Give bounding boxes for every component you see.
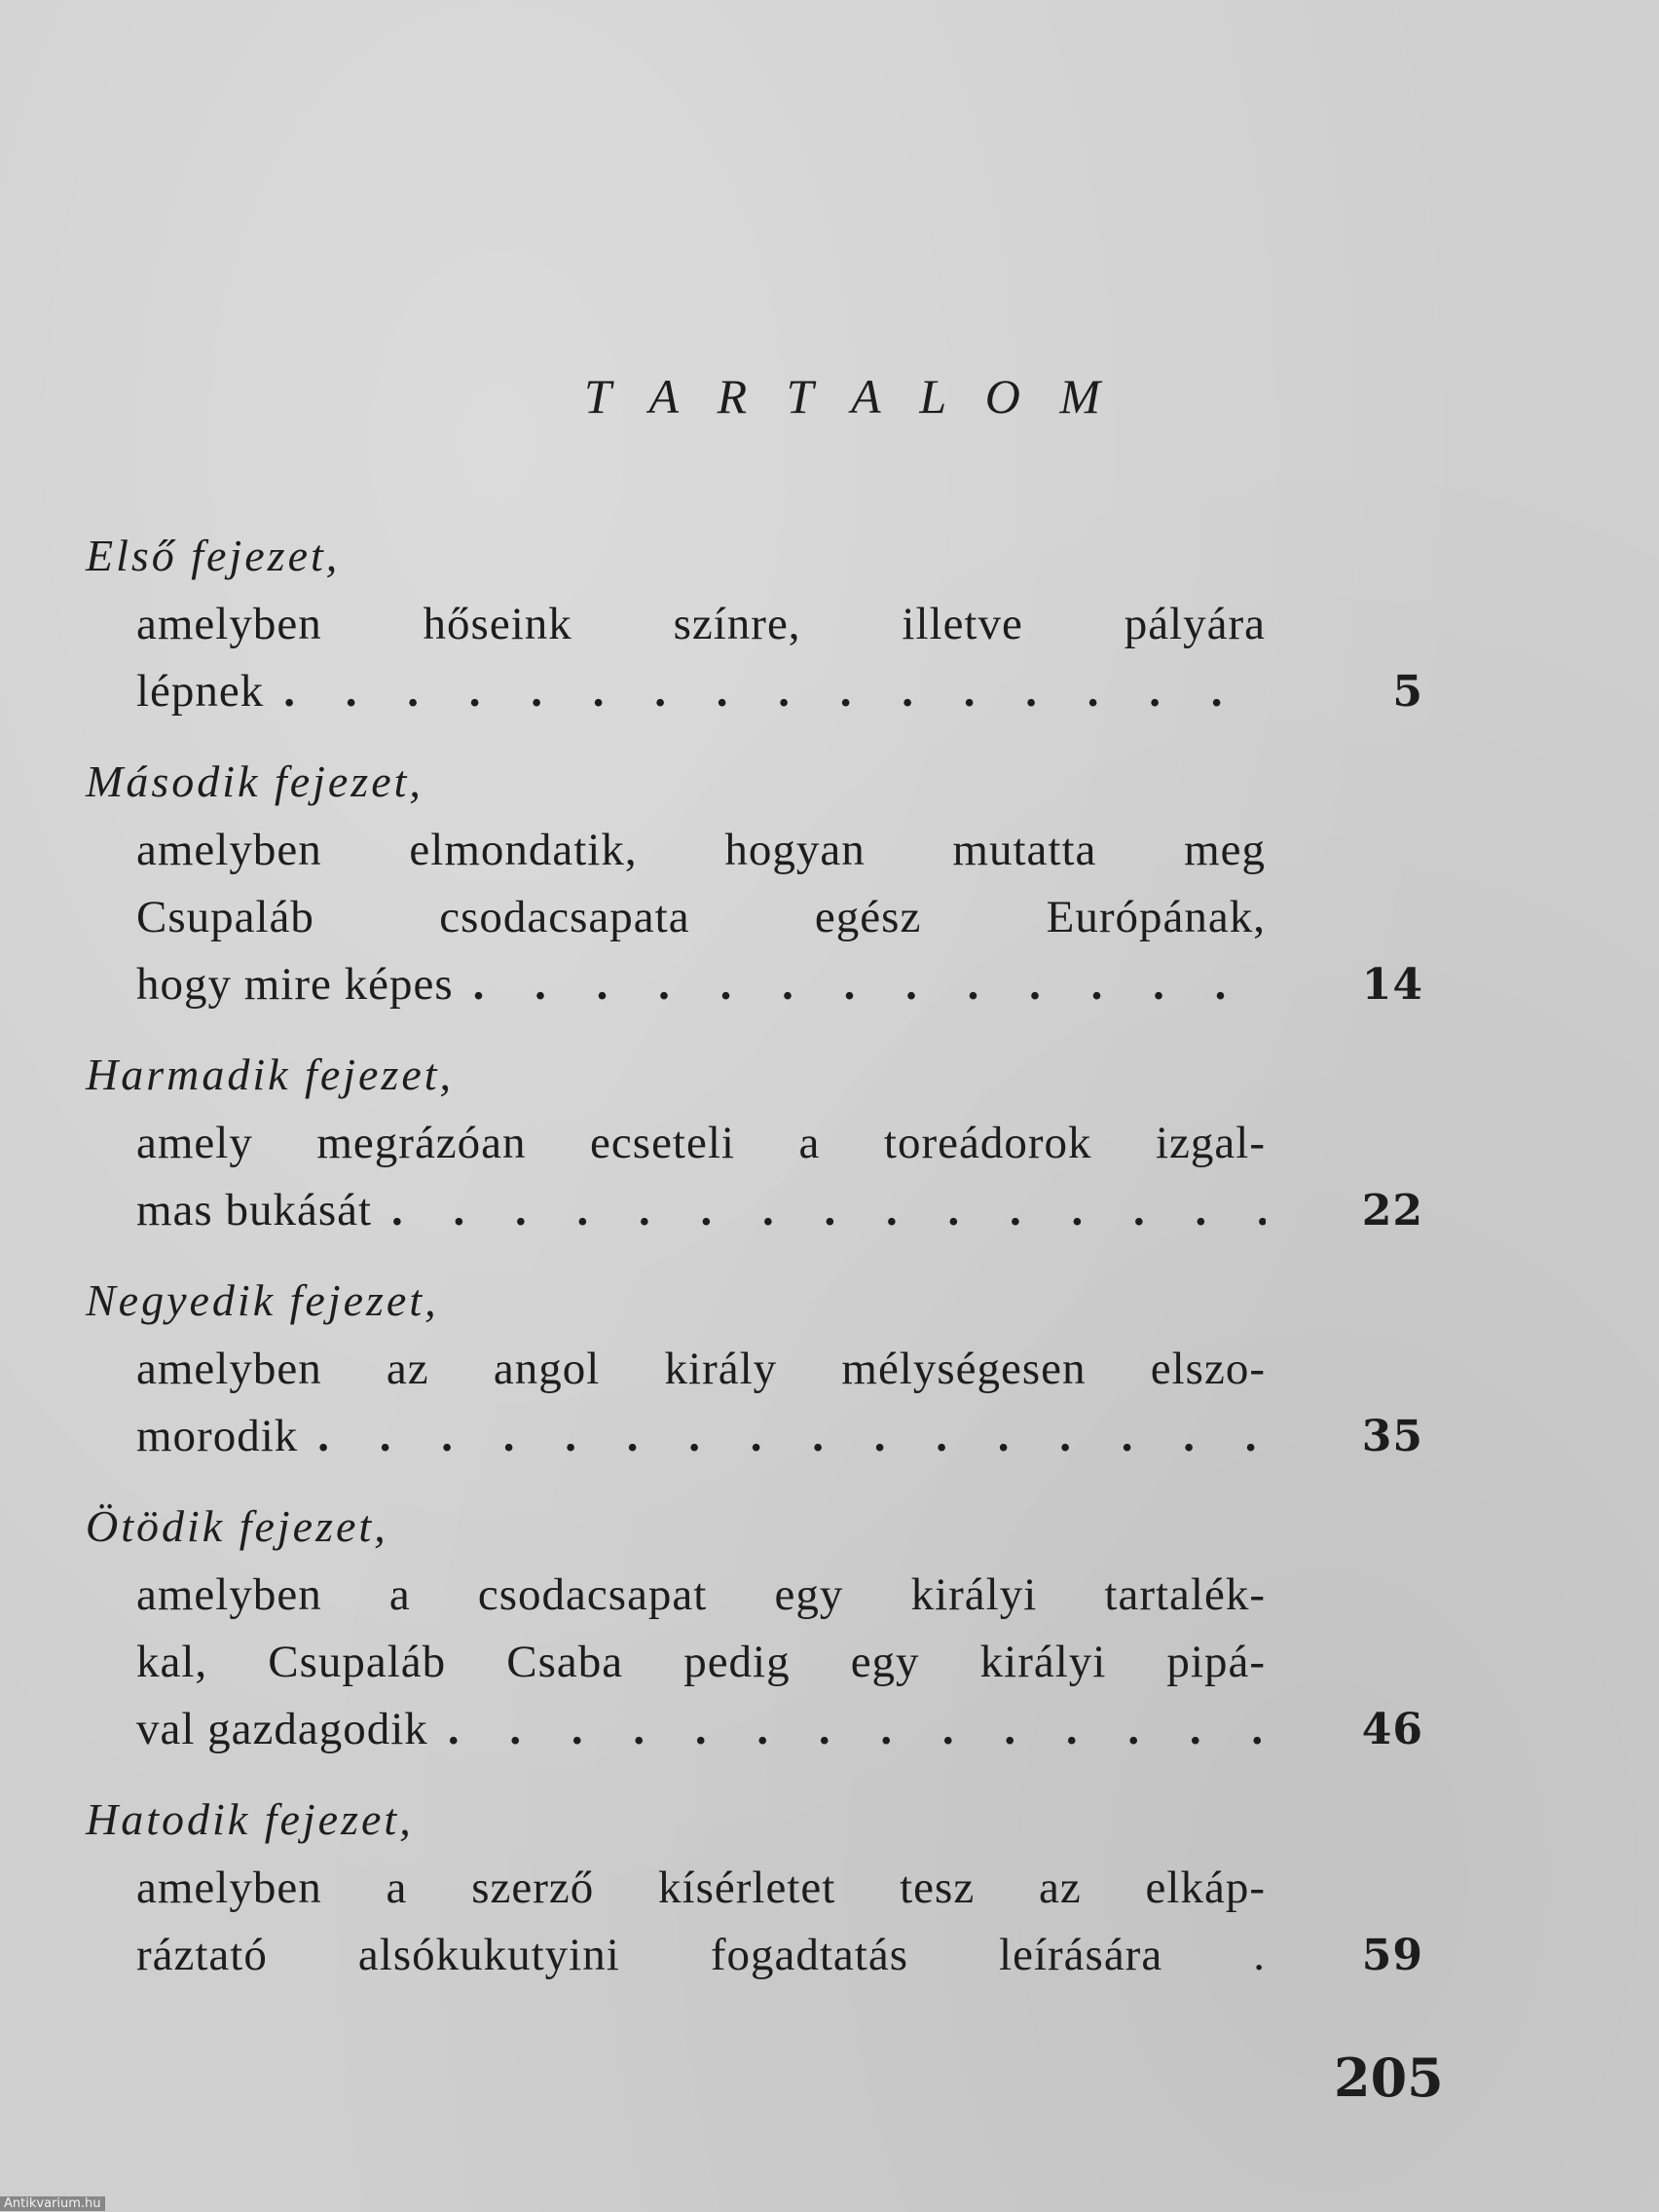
description-last-line: [136, 951, 1266, 1018]
watermark: Antikvarium.hu: [0, 2196, 105, 2211]
page-title: T A R T A L O M: [584, 369, 1114, 424]
description-line: amely megrázóan ecseteli a toreádorok izgal-: [136, 1118, 1266, 1168]
chapter-entry-3: [86, 1040, 1429, 1244]
chapter-description: [136, 1562, 1423, 1763]
table-of-contents: [86, 521, 1429, 2010]
description-line-text: val gazdagodik: [136, 1704, 428, 1754]
chapter-description: [136, 1110, 1423, 1244]
description-last-line: [136, 1696, 1266, 1763]
dot-leader: [473, 951, 1266, 1018]
dot-leader: [283, 658, 1266, 725]
chapter-entry-5: [86, 1492, 1429, 1763]
description-line: amelyben hőseink színre, illetve pályára: [136, 599, 1266, 649]
chapter-description: [136, 1336, 1423, 1470]
description-line: amelyben a csodacsapat egy királyi tartalék-: [136, 1569, 1266, 1620]
page-number: 35: [1361, 1412, 1423, 1461]
description-line-text: mas bukását: [136, 1185, 373, 1235]
chapter-entry-2: [86, 747, 1429, 1018]
chapter-description: [136, 1855, 1423, 1989]
description-last-line: [136, 1403, 1266, 1470]
page-number: 14: [1361, 960, 1423, 1010]
chapter-heading: Második fejezet,: [86, 756, 424, 806]
chapter-description: [136, 817, 1423, 1018]
description-last-line: [136, 658, 1266, 725]
chapter-heading: Hatodik fejezet,: [86, 1794, 414, 1844]
page-number: 59: [1361, 1931, 1423, 1980]
dot-leader: [317, 1403, 1266, 1470]
chapter-heading: Harmadik fejezet,: [86, 1050, 455, 1099]
dot-leader: [391, 1177, 1266, 1244]
description-line-text: morodik: [136, 1411, 299, 1461]
page-number: 46: [1361, 1705, 1423, 1754]
description-line: Csupaláb csodacsapata egész Európának,: [136, 892, 1266, 942]
description-line: ráztató alsókukutyini fogadtatás leírására .: [136, 1930, 1266, 1980]
description-line-text: lépnek: [136, 666, 265, 717]
description-line: amelyben a szerző kísérletet tesz az elkáp-: [136, 1862, 1266, 1913]
chapter-entry-6: [86, 1785, 1429, 1989]
chapter-entry-1: [86, 521, 1429, 725]
description-line: amelyben elmondatik, hogyan mutatta meg: [136, 825, 1266, 875]
chapter-entry-4: [86, 1266, 1429, 1470]
description-last-line: [136, 1177, 1266, 1244]
page-number: 22: [1361, 1186, 1423, 1235]
page-number: 5: [1392, 667, 1423, 717]
description-line: amelyben az angol király mélységesen elszo-: [136, 1344, 1266, 1394]
chapter-heading: Első fejezet,: [86, 531, 341, 580]
dot-leader: [448, 1696, 1266, 1763]
page-folio-number: 205: [1334, 2046, 1444, 2109]
chapter-description: [136, 591, 1423, 725]
chapter-heading: Ötödik fejezet,: [86, 1501, 388, 1551]
description-line-text: hogy mire képes: [136, 959, 454, 1010]
chapter-heading: Negyedik fejezet,: [86, 1275, 439, 1325]
description-line: kal, Csupaláb Csaba pedig egy királyi pipá-: [136, 1637, 1266, 1687]
